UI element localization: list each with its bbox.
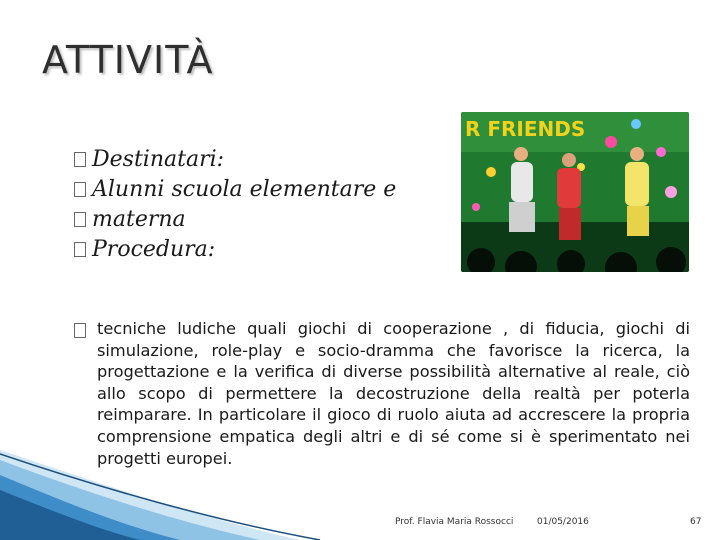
slide-title: ATTIVITÀ (42, 38, 214, 82)
bullet-box-icon (74, 323, 86, 338)
bullet-item (74, 234, 474, 264)
banner-text: R FRIENDS (465, 117, 586, 141)
procedure-text: tecniche ludiche quali giochi di cooperazione , di fiducia, giochi di simulazione, role-play e socio-dramma che favorisce la ricerca, la progettazione e la verifica di diverse possibilità alternative al reale, ciò allo scopo di permettere la decostruzione della realtà per poterla reimparare. In particolare il gioco di ruolo aiuta ad accrescere la propria comprensione empatica degli altri e di sé come si è sperimentato nei progetti europei. (97, 319, 690, 468)
bullet-item (74, 174, 474, 204)
footer-author: Prof. Flavia Maria Rossocci (395, 517, 514, 527)
procedure-paragraph (74, 318, 690, 469)
bullet-box-icon (74, 212, 86, 227)
bullet-text: Alunni scuola elementare e (92, 176, 397, 202)
bullet-box-icon (74, 242, 86, 257)
footer-date: 01/05/2016 (537, 517, 589, 527)
bullet-list (74, 144, 474, 264)
footer-page-number: 67 (690, 517, 702, 527)
bullet-text: materna (92, 206, 186, 232)
children-stage-photo (461, 112, 689, 272)
bullet-text: Destinatari: (92, 146, 225, 172)
bullet-box-icon (74, 152, 86, 167)
bullet-item (74, 144, 474, 174)
bullet-item (74, 204, 474, 234)
bullet-text: Procedura: (92, 236, 216, 262)
bullet-box-icon (74, 182, 86, 197)
